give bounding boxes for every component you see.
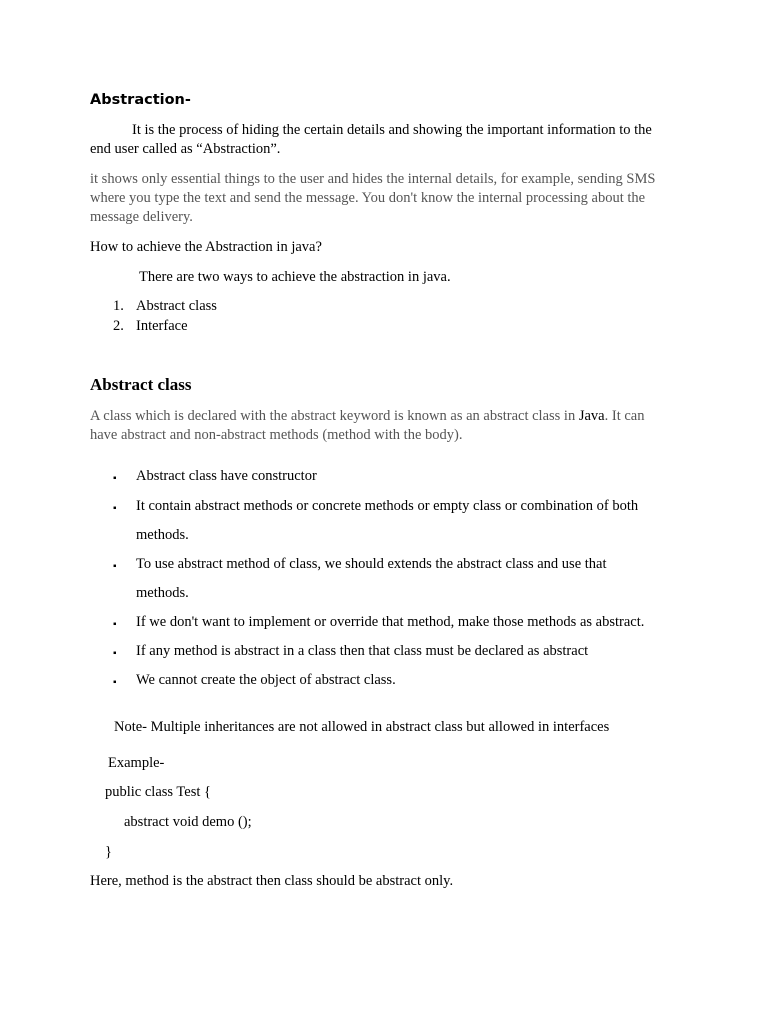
note-line: Note- Multiple inheritances are not allowed in abstract class but allowed in interfaces xyxy=(114,719,610,735)
code-line: abstract void demo (); xyxy=(124,814,252,830)
bullet-marker: ▪ xyxy=(113,619,117,630)
code-line: public class Test { xyxy=(105,784,211,800)
bullet-marker: ▪ xyxy=(113,503,117,514)
heading-abstract-class: Abstract class xyxy=(90,375,192,394)
two-ways-line: There are two ways to achieve the abstraction in java. xyxy=(139,269,451,285)
class-definition-text-end: . It can xyxy=(604,408,645,424)
description-line-3: message delivery. xyxy=(90,209,193,225)
bullet-item: If we don't want to implement or override that method, make those methods as abstract. xyxy=(136,614,645,630)
intro-line-2: end user called as “Abstraction”. xyxy=(90,141,281,157)
class-definition-text: A class which is declared with the abstract keyword is known as an abstract class in xyxy=(90,408,579,424)
bullet-item-continuation: methods. xyxy=(136,585,189,601)
closing-line: Here, method is the abstract then class should be abstract only. xyxy=(90,873,454,889)
list-item-abstract-class: Abstract class xyxy=(136,298,217,314)
list-item-interface: Interface xyxy=(136,318,188,334)
class-definition-line-2: have abstract and non-abstract methods (method with the body). xyxy=(90,427,463,443)
code-line: } xyxy=(105,844,112,860)
list-number: 1. xyxy=(113,298,124,314)
list-number: 2. xyxy=(113,318,124,334)
bullet-marker: ▪ xyxy=(113,648,117,659)
example-label: Example- xyxy=(108,755,165,771)
bullet-marker: ▪ xyxy=(113,561,117,572)
question-line: How to achieve the Abstraction in java? xyxy=(90,239,322,255)
bullet-item-continuation: methods. xyxy=(136,527,189,543)
bullet-marker: ▪ xyxy=(113,473,117,484)
java-link[interactable]: Java xyxy=(578,408,605,424)
description-line-2: where you type the text and send the message. You don't know the internal processing about the xyxy=(90,190,646,206)
bullet-item: Abstract class have constructor xyxy=(136,468,317,484)
description-line-1: it shows only essential things to the user and hides the internal details, for example, sending SMS xyxy=(90,171,656,187)
bullet-item: To use abstract method of class, we should extends the abstract class and use that xyxy=(136,556,607,572)
bullet-item: It contain abstract methods or concrete methods or empty class or combination of both xyxy=(136,498,639,514)
bullet-item: We cannot create the object of abstract class. xyxy=(136,672,396,688)
class-definition-line-1 xyxy=(90,407,644,426)
bullet-marker: ▪ xyxy=(113,677,117,688)
heading-abstraction: Abstraction- xyxy=(90,92,191,108)
bullet-item: If any method is abstract in a class then that class must be declared as abstract xyxy=(136,643,589,659)
intro-line-1: It is the process of hiding the certain details and showing the important information to the xyxy=(132,122,652,138)
